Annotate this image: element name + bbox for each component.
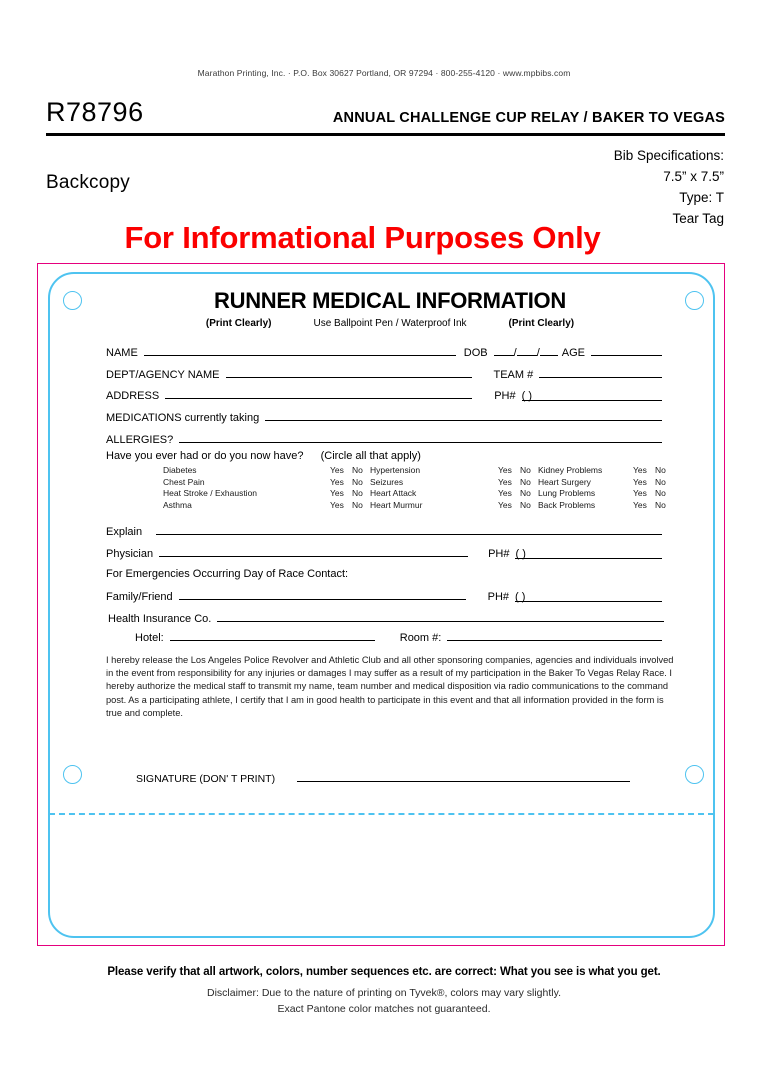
condition-label: Heat Stroke / Exhaustion (163, 488, 258, 498)
ink-note: Use Ballpoint Pen / Waterproof Ink (313, 318, 467, 329)
bib-specifications (614, 145, 724, 229)
input-medications[interactable] (265, 410, 662, 421)
condition-yes[interactable]: Yes (498, 499, 512, 510)
input-name[interactable] (144, 345, 456, 356)
input-address[interactable] (165, 388, 472, 399)
condition-item (163, 477, 370, 487)
condition-label: Kidney Problems (538, 465, 603, 475)
condition-item (370, 465, 538, 475)
field-row-hotel (135, 630, 662, 644)
condition-yes[interactable]: Yes (330, 465, 344, 475)
input-physician[interactable] (159, 546, 468, 557)
label-dob: DOB (463, 347, 488, 359)
condition-label: Back Problems (538, 499, 596, 510)
company-contact-line: Marathon Printing, Inc. · P.O. Box 30627 Portland, OR 97294 · 800-255-4120 · www.mpbibs.com (197, 68, 571, 78)
input-team-number[interactable] (539, 367, 662, 378)
label-physician-phone: PH# (488, 548, 510, 560)
condition-item (163, 500, 370, 510)
condition-yes[interactable]: Yes (330, 476, 344, 487)
copy-label: Backcopy (46, 172, 130, 193)
event-title: ANNUAL CHALLENGE CUP RELAY / BAKER TO VEGAS (332, 110, 725, 126)
punch-hole-bottom-right (685, 765, 704, 784)
emergency-heading-text: For Emergencies Occurring Day of Race Contact: (106, 568, 349, 580)
condition-no[interactable]: No (520, 488, 531, 498)
field-row-explain (106, 524, 662, 538)
print-clearly-right: (Print Clearly) (508, 318, 575, 329)
label-family-phone: PH# (487, 591, 510, 603)
disclaimer-line-2: Exact Pantone color matches not guaranteed. (277, 1003, 491, 1015)
condition-no[interactable]: No (352, 476, 363, 487)
field-row-name (106, 345, 662, 359)
condition-item (538, 500, 673, 510)
condition-item (538, 465, 673, 475)
condition-item (538, 477, 673, 487)
spec-size: 7.5” x 7.5” (663, 169, 724, 184)
condition-label: Heart Surgery (538, 476, 591, 487)
header-divider (46, 133, 725, 136)
input-dob-year[interactable] (540, 345, 558, 356)
condition-no[interactable]: No (655, 499, 666, 510)
input-dept-agency[interactable] (226, 367, 472, 378)
condition-yes[interactable]: Yes (633, 476, 647, 487)
verify-notice: Please verify that all artwork, colors, number sequences etc. are correct: What you see is what you get. (107, 966, 661, 978)
conditions-instruction: (Circle all that apply) (320, 450, 421, 462)
label-address: ADDRESS (106, 390, 160, 402)
condition-no[interactable]: No (655, 476, 666, 487)
condition-item (370, 488, 538, 498)
input-hotel[interactable] (170, 630, 375, 641)
field-row-health-insurance (108, 611, 664, 625)
input-address-phone[interactable]: ( ) (522, 390, 662, 401)
signature-row (136, 772, 630, 785)
waiver-text: I hereby release the Los Angeles Police Revolver and Athletic Club and all other sponsoring companies, agencies and individuals involved in the event from responsibility for any injuries or damages I may suffer as a result of my participation in the Baker To Vegas Relay Race. I hereby authorize the medical staff to transmit my name, team number and medical disposition via radio communications to the command post. As a participating athlete, I certify that I am in good health to participate in this event and that all information provided in the form is true and complete. (106, 655, 674, 718)
label-signature: SIGNATURE (DON' T PRINT) (136, 773, 276, 785)
condition-label: Asthma (163, 499, 192, 510)
field-row-allergies (106, 432, 662, 446)
label-physician: Physician (106, 548, 154, 560)
label-address-phone: PH# (494, 390, 516, 402)
label-health-insurance: Health Insurance Co. (108, 613, 212, 625)
field-row-family-friend (106, 589, 662, 603)
label-team-number: TEAM # (493, 369, 534, 381)
spec-type: Type: T (679, 190, 724, 205)
punch-hole-top-left (63, 291, 82, 310)
punch-hole-top-right (685, 291, 704, 310)
label-name: NAME (106, 347, 138, 359)
conditions-question-text: Have you ever had or do you now have? (106, 450, 304, 462)
label-family-friend: Family/Friend (106, 591, 173, 603)
condition-no[interactable]: No (352, 465, 363, 475)
label-allergies: ALLERGIES? (106, 434, 174, 446)
disclaimer-line-1: Disclaimer: Due to the nature of printing on Tyvek®, colors may vary slightly. (207, 987, 561, 999)
conditions-row (163, 477, 673, 489)
condition-item (370, 500, 538, 510)
field-row-address (106, 388, 662, 402)
condition-no[interactable]: No (520, 499, 531, 510)
informational-banner: For Informational Purposes Only (124, 220, 601, 255)
condition-yes[interactable]: Yes (633, 488, 647, 498)
form-subtitle-row (100, 318, 680, 329)
conditions-grid (163, 465, 673, 511)
condition-yes[interactable]: Yes (498, 488, 512, 498)
condition-item (163, 488, 370, 498)
condition-yes[interactable]: Yes (498, 476, 512, 487)
conditions-question (106, 450, 421, 462)
condition-yes[interactable]: Yes (330, 488, 344, 498)
emergency-contact-heading (106, 568, 348, 580)
input-allergies[interactable] (179, 432, 662, 443)
condition-label: Heart Murmur (370, 499, 423, 510)
input-family-friend[interactable] (179, 589, 466, 600)
input-dob-month[interactable] (494, 345, 514, 356)
field-row-dept-agency (106, 367, 662, 381)
condition-item (370, 477, 538, 487)
spec-heading: Bib Specifications: (613, 148, 724, 163)
proof-footer (0, 966, 768, 1017)
condition-no[interactable]: No (520, 476, 531, 487)
condition-item (538, 488, 673, 498)
condition-no[interactable]: No (352, 488, 363, 498)
dob-slash-1: / (513, 347, 517, 359)
conditions-row (163, 500, 673, 512)
input-age[interactable] (591, 345, 662, 356)
input-family-phone[interactable]: ( ) (515, 591, 662, 602)
field-row-medications (106, 410, 662, 424)
perforation-line (49, 813, 714, 815)
form-title: RUNNER MEDICAL INFORMATION (214, 288, 566, 313)
input-room-number[interactable] (447, 630, 662, 641)
field-row-physician (106, 546, 662, 560)
condition-no[interactable]: No (352, 499, 363, 510)
condition-yes[interactable]: Yes (330, 499, 344, 510)
label-room-number: Room #: (399, 632, 442, 644)
label-explain: Explain (106, 526, 143, 538)
label-hotel: Hotel: (135, 632, 164, 644)
label-dept-agency: DEPT/AGENCY NAME (106, 369, 220, 381)
spec-style: Tear Tag (672, 211, 724, 226)
input-health-insurance[interactable] (217, 611, 664, 622)
condition-item (163, 465, 370, 475)
input-signature[interactable] (297, 772, 630, 782)
input-explain[interactable] (156, 524, 662, 535)
condition-label: Lung Problems (538, 488, 596, 498)
conditions-row (163, 488, 673, 500)
condition-no[interactable]: No (655, 488, 666, 498)
condition-yes[interactable]: Yes (633, 499, 647, 510)
print-clearly-left: (Print Clearly) (205, 318, 272, 329)
condition-yes[interactable]: Yes (633, 465, 647, 475)
disclaimer (0, 985, 768, 1017)
input-dob-day[interactable] (517, 345, 537, 356)
label-medications: MEDICATIONS currently taking (106, 412, 260, 424)
condition-label: Diabetes (163, 465, 197, 475)
input-physician-phone[interactable]: ( ) (515, 548, 662, 559)
condition-no[interactable]: No (655, 465, 666, 475)
condition-no[interactable]: No (520, 465, 531, 475)
punch-hole-bottom-left (63, 765, 82, 784)
dob-slash-2: / (536, 347, 540, 359)
condition-label: Heart Attack (370, 488, 417, 498)
conditions-row (163, 465, 673, 477)
condition-label: Seizures (370, 476, 404, 487)
label-age: AGE (561, 347, 585, 359)
proof-number: R78796 (46, 97, 144, 127)
condition-label: Hypertension (370, 465, 421, 475)
condition-label: Chest Pain (163, 476, 205, 487)
condition-yes[interactable]: Yes (498, 465, 512, 475)
